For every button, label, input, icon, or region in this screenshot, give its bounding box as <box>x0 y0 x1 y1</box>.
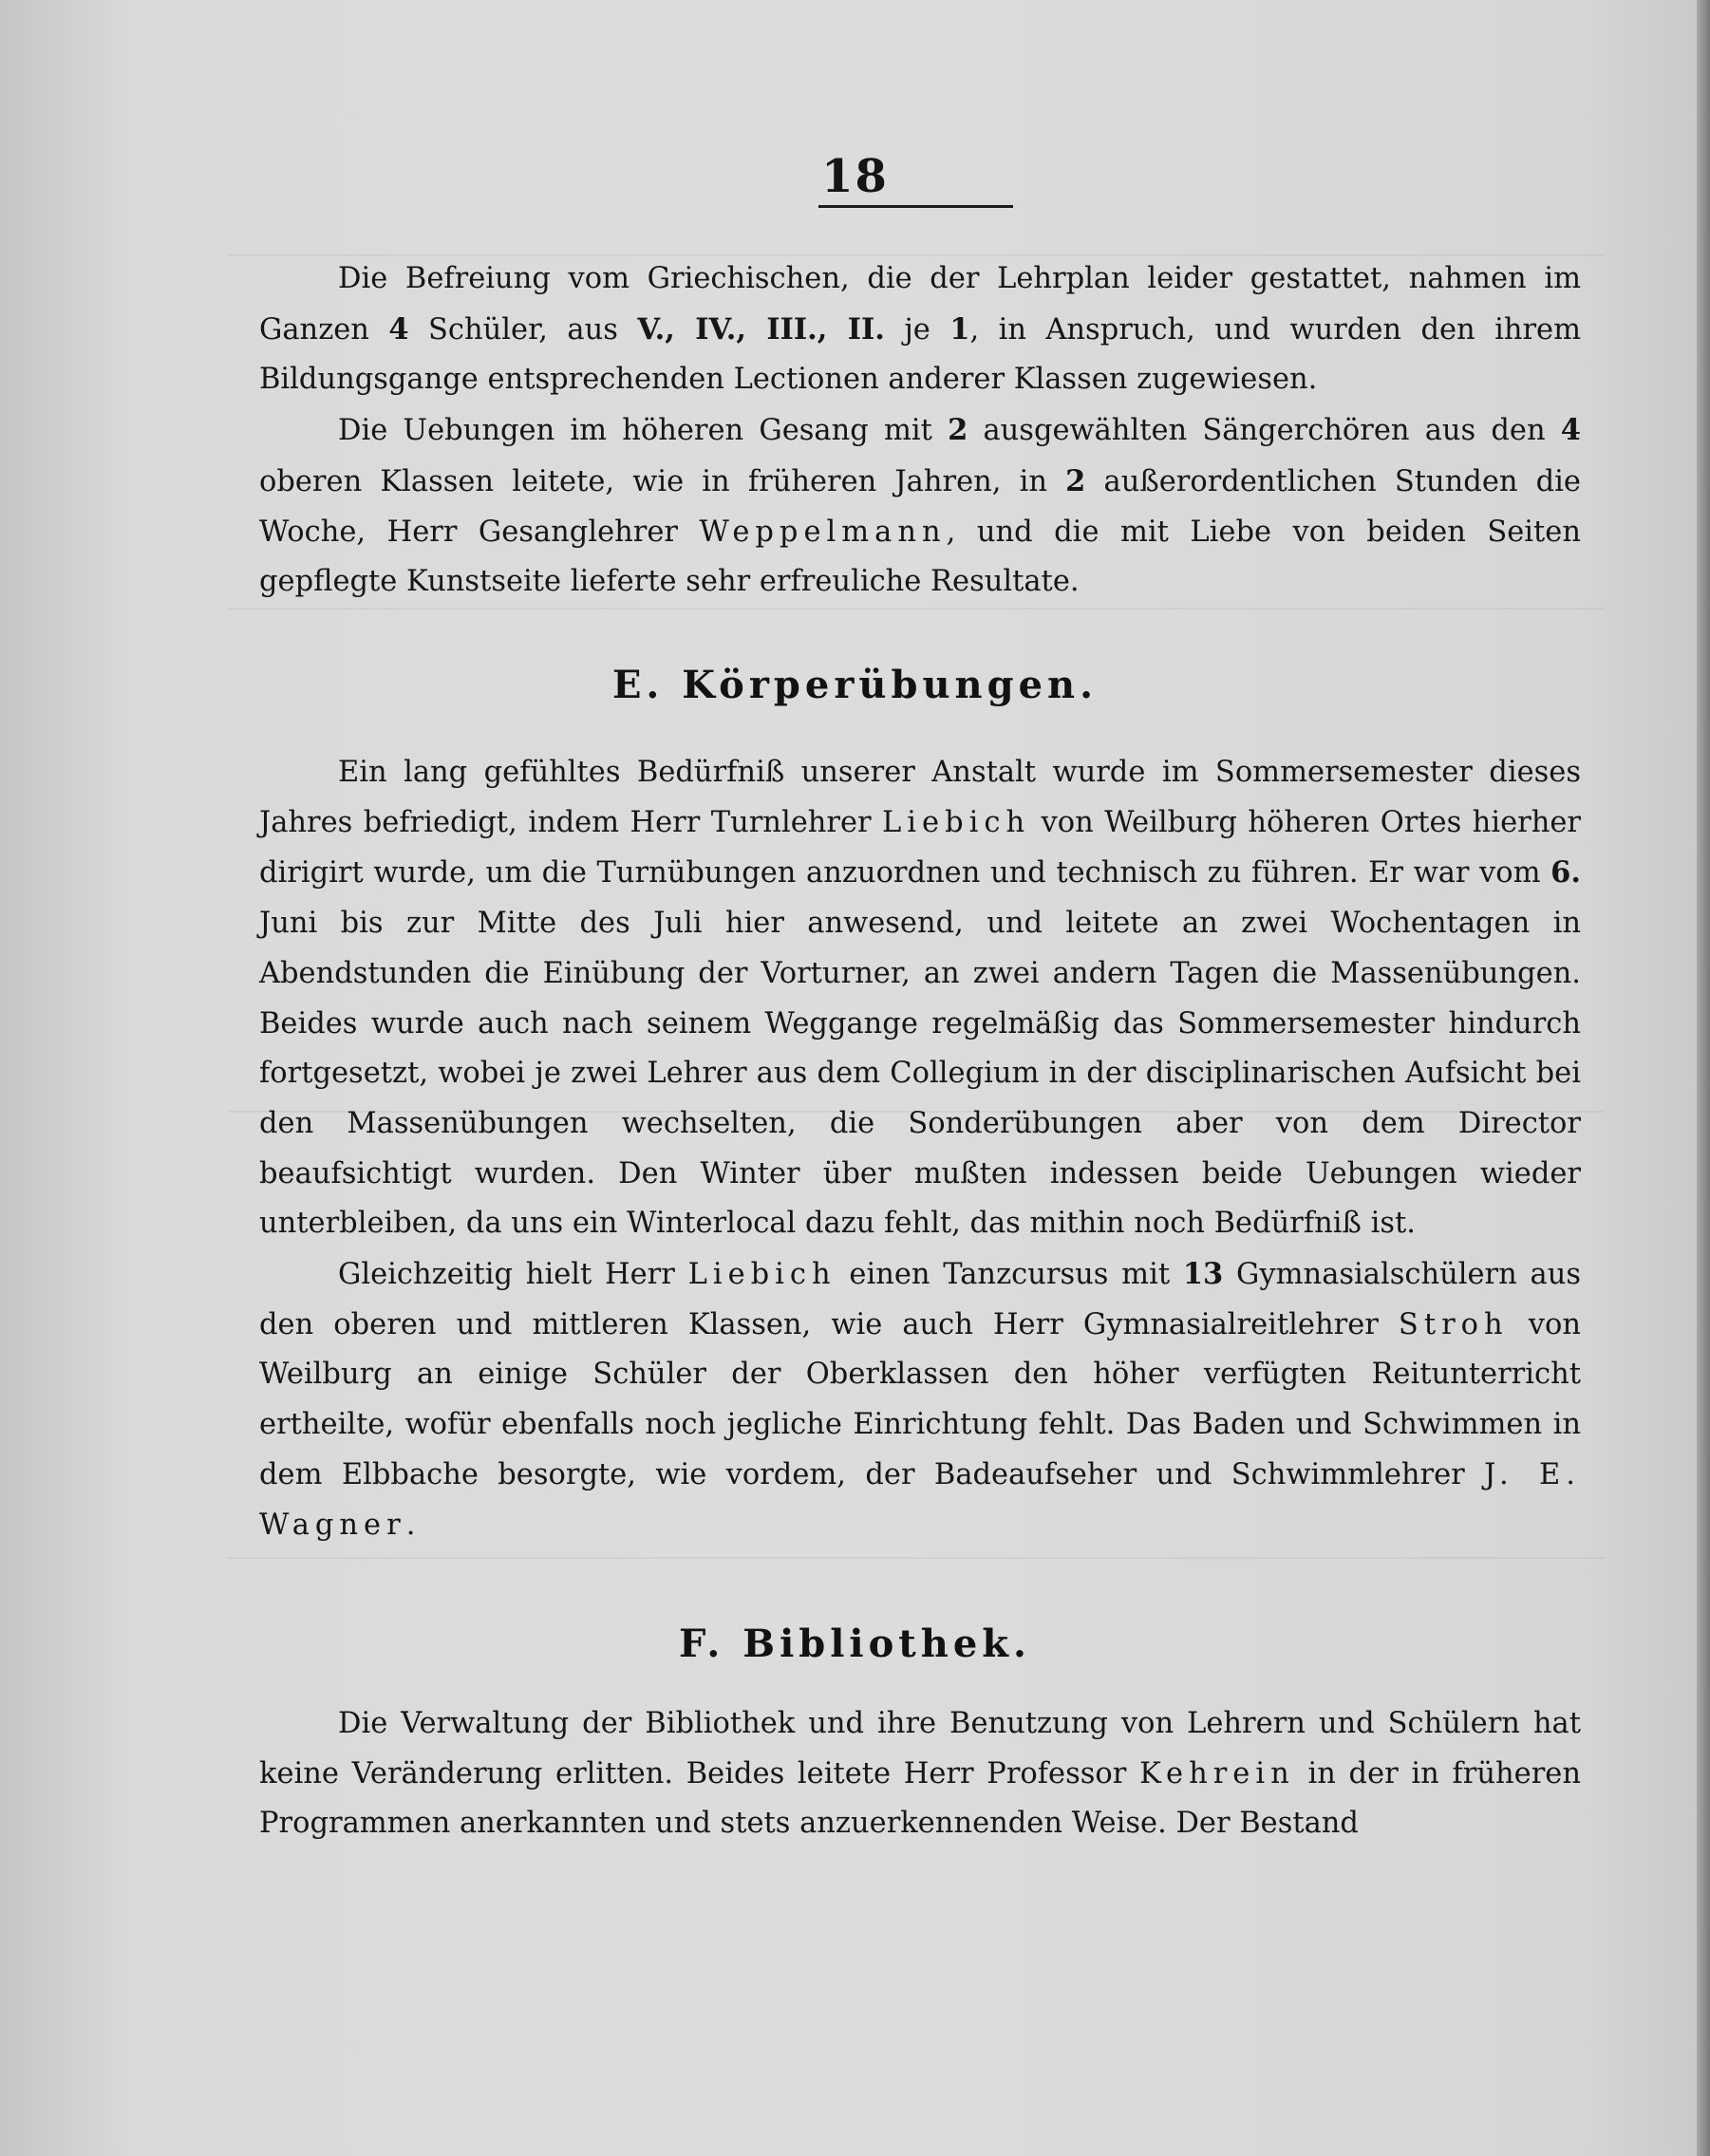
section-f-body <box>259 1699 1581 1849</box>
intro-section <box>259 254 1581 608</box>
section-heading-koerperuebungen: E. Körperübungen. <box>611 663 1099 707</box>
paragraph: Gleichzeitig hielt Herr Liebich einen Tanzcursus mit 13 Gymnasialschülern aus den oberen und mittleren Klassen, wie auch Herr Gymnasialreitlehrer Stroh von Weilburg an einige Schüler der Oberklassen den höher verfügten Reitunterricht ertheilte, wofür ebenfalls noch jegliche Einrichtung fehlt. Das Baden und Schwimmen in dem Elbbache besorgte, wie vordem, der Badeaufseher und Schwimmlehrer J. E. Wagner. <box>259 1257 1582 1542</box>
paragraph: Ein lang gefühltes Bedürfniß unserer Anstalt wurde im Sommersemester dieses Jahres befriedigt, indem Herr Turnlehrer Liebich von Weilburg höheren Ortes hierher dirigirt wurde, um die Turnübungen anzuordnen und technisch zu führen. Er war vom 6. Juni bis zur Mitte des Juli hier anwesend, und leitete an zwei Wochentagen in Abendstunden die Einübung der Vorturner, an zwei andern Tagen die Massenübungen. Beides wurde auch nach seinem Weggange regelmäßig das Sommersemester hindurch fortgesetzt, wobei je zwei Lehrer aus dem Collegium in der disciplinarischen Aufsicht bei den Massenübungen wechselten, die Sonderübungen aber von dem Director beaufsichtigt wurden. Den Winter über mußten indessen beide Uebungen wieder unterbleiben, da uns ein Winterlocal dazu fehlt, das mithin noch Bedürfniß ist. <box>259 756 1581 1241</box>
section-e-body <box>259 748 1581 1550</box>
page-number: 18 <box>821 150 889 203</box>
page-number-rule <box>818 205 1013 208</box>
page-edge-shadow <box>1697 0 1710 2156</box>
paragraph: Die Uebungen im höheren Gesang mit 2 ausgewählten Sängerchören aus den 4 oberen Klassen leitete, wie in früheren Jahren, in 2 außerordentlichen Stunden die Woche, Herr Gesanglehrer Weppelmann, und die mit Liebe von beiden Seiten gepflegte Kunstseite lieferte sehr erfreuliche Resultate. <box>259 413 1581 599</box>
paragraph: Die Verwaltung der Bibliothek und ihre Benutzung von Lehrern und Schülern hat keine Veränderung erlitten. Beides leitete Herr Professor Kehrein in der in früheren Programmen anerkannten und stets anzuerkennenden Weise. Der Bestand <box>259 1707 1581 1841</box>
bleed-through-line <box>228 608 1605 609</box>
section-heading-bibliothek: F. Bibliothek. <box>679 1622 1031 1666</box>
paragraph: Die Befreiung vom Griechischen, die der Lehrplan leider gestattet, nahmen im Ganzen 4 Schüler, aus V., IV., III., II. je 1, in Anspruch, und wurden den ihrem Bildungsgange entsprechenden Lectionen anderer Klassen zugewiesen. <box>259 262 1582 397</box>
bleed-through-line <box>228 1557 1605 1559</box>
